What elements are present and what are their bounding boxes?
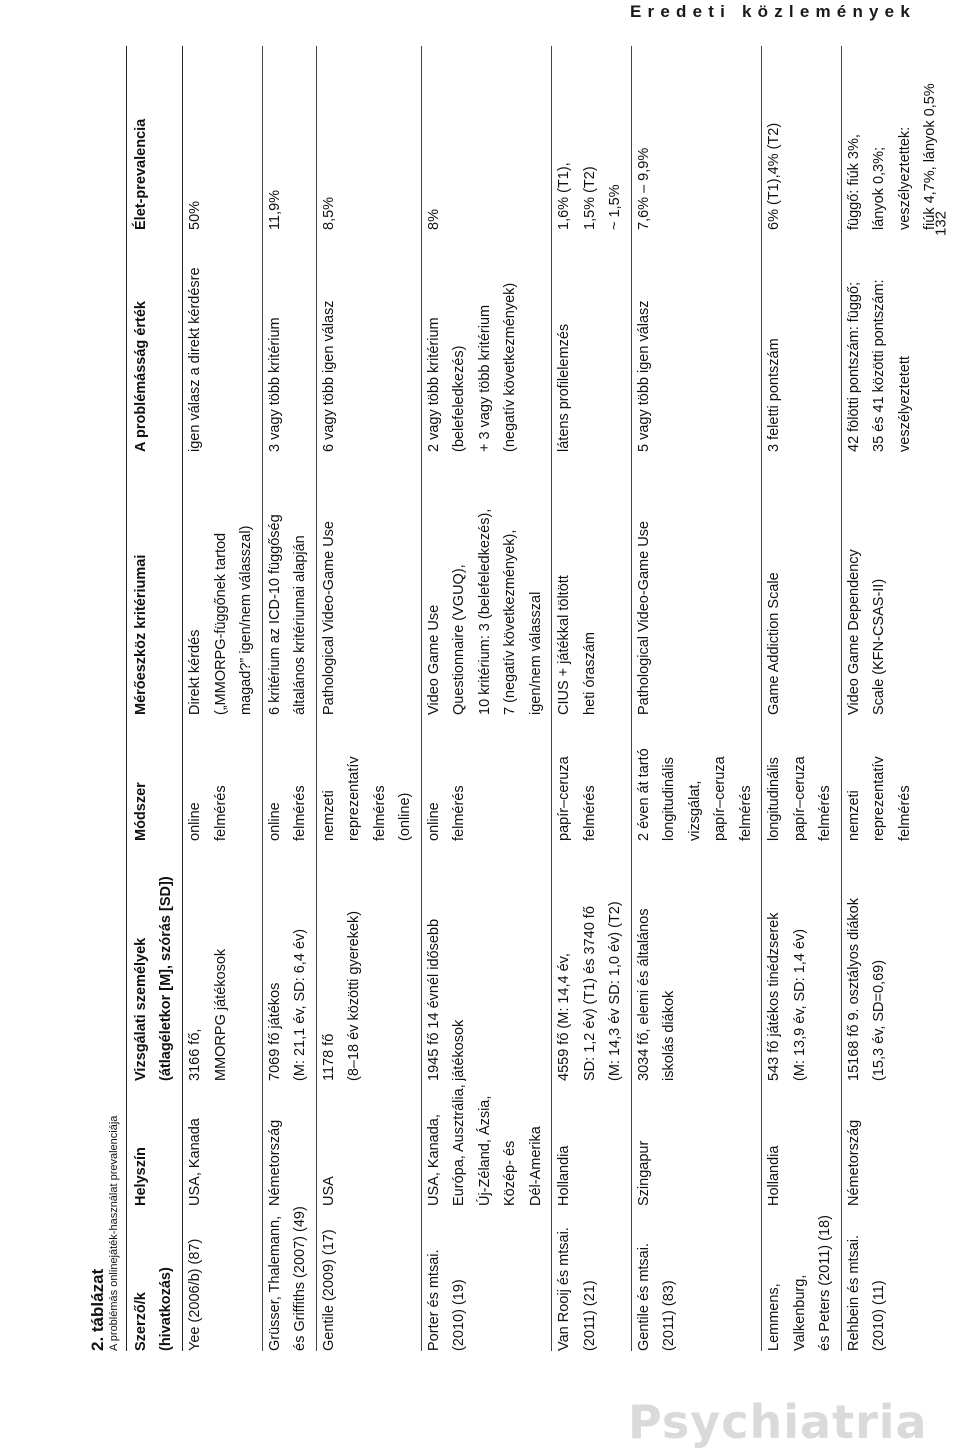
header-prevalence: Élet-prevalencia <box>133 118 149 230</box>
cell-location: Németország <box>845 1119 862 1206</box>
cell-subjects: 15168 fő 9. osztályos diákok (15,3 év, SD=0,69) <box>845 898 887 1081</box>
header-threshold: A problémásság érték <box>133 301 149 452</box>
table-row <box>632 46 763 1351</box>
table-row <box>842 46 946 1351</box>
page-number: 132 <box>932 210 950 237</box>
header-method: Módszer <box>133 782 149 841</box>
cell-method: nemzeti reprezentatív felmérés (online) <box>320 756 413 841</box>
cell-prevalence: 8% <box>425 209 442 230</box>
header-location: Helyszín <box>133 1147 149 1206</box>
cell-method: papír–ceruza felmérés <box>556 756 598 841</box>
cell-author: Grüsser, Thalemann, és Griffiths (2007) (49) <box>266 1206 308 1351</box>
cell-method: 2 éven át tartó longitudinális vizsgálat, papír–ceruza felmérés <box>635 748 754 841</box>
cell-location: Németország <box>266 1119 283 1206</box>
header-subjects: Vizsgálati személyek (átlagéletkor [M], szórás [SD]) <box>133 876 174 1081</box>
cell-instrument: Pathological Video-Game Use <box>320 521 337 715</box>
cell-threshold: 5 vagy több igen válasz <box>635 300 652 452</box>
journal-logo-text: Psychiatria <box>628 1395 928 1449</box>
cell-instrument: Video Game Use Questionnaire (VGUQ), 10 kritérium: 3 (belefeledkezés), 7 (negatív következmények), igen/nem válasszal <box>425 508 544 715</box>
cell-threshold: 42 fölötti pontszám: függő; 35 és 41 közötti pontszám: veszélyeztetett <box>845 279 913 452</box>
cell-prevalence: 7,6% – 9,9% <box>635 147 652 230</box>
cell-author: Rehbein és mtsai. (2010) (11) <box>845 1234 887 1351</box>
cell-location: USA, Kanada, Európa, Ausztrália, Új-Zéland, Ázsia, Közép- és Dél-Amerika <box>425 1084 544 1206</box>
cell-subjects: 7069 fő játékos (M: 21,1 év, SD: 6,4 év) <box>266 928 308 1081</box>
header-author: Szerző/k (hivatkozás) <box>133 1267 174 1351</box>
table-row <box>422 46 553 1351</box>
cell-method: online felmérés <box>425 785 467 841</box>
cell-method: nemzeti reprezentatív felmérés <box>845 756 913 841</box>
table-header-row <box>127 46 183 1351</box>
cell-author: Yee (2006/b) (87) <box>187 1238 203 1351</box>
cell-subjects: 4559 fő (M: 14,4 év, SD: 1,2 év) (T1) és 3740 fő (M: 14,3 év SD: 1,0 év) (T2) <box>556 901 623 1081</box>
cell-instrument: Video Game Dependency Scale (KFN-CSAS-II) <box>845 549 887 715</box>
cell-location: USA, Kanada <box>187 1118 203 1206</box>
cell-instrument: 6 kritérium az ICD-10 függőség általános kritériumai alapján <box>266 514 308 715</box>
table-row <box>552 46 632 1351</box>
cell-location: Hollandia <box>766 1145 782 1206</box>
cell-prevalence: 6% (T1),4% (T2) <box>766 122 782 230</box>
table-caption <box>88 1116 121 1351</box>
cell-threshold: 3 vagy több kritérium <box>266 317 283 452</box>
cell-subjects: 1178 fő (8–18 év közötti gyerekek) <box>320 910 362 1081</box>
cell-instrument: Game Addiction Scale <box>766 572 782 715</box>
section-title: Eredeti közlemények <box>630 2 916 21</box>
cell-threshold: látens profilelemzés <box>556 323 572 452</box>
cell-prevalence: 50% <box>187 200 203 230</box>
table-subtitle: A problémás onlinejáték-használat prevalenciája <box>108 1115 120 1351</box>
table-title: 2. táblázat <box>88 1268 107 1351</box>
cell-method: online felmérés <box>187 785 229 841</box>
cell-threshold: 2 vagy több kritérium (belefeledkezés) + 3 vagy több kritérium (negatív következmények) <box>425 282 518 452</box>
cell-subjects: 1945 fő 14 évnél idősebb játékosok <box>425 918 467 1081</box>
cell-location: USA <box>320 1176 337 1206</box>
cell-subjects: 543 fő játékos tinédzserek (M: 13,9 év, SD: 1,4 év) <box>766 912 808 1081</box>
cell-prevalence: függő: fiúk 3%, lányok 0,3%; veszélyeztettek: fiúk 4,7%, lányok 0,5% <box>845 83 938 230</box>
cell-instrument: Pathological Video-Game Use <box>635 521 652 715</box>
cell-author: Gentile és mtsai. (2011) (83) <box>635 1243 677 1351</box>
cell-prevalence: 11,9% <box>266 189 283 230</box>
cell-method: online felmérés <box>266 785 308 841</box>
cell-prevalence: 1,6% (T1), 1,5% (T2) ~ 1,5% <box>556 162 623 230</box>
cell-prevalence: 8,5% <box>320 196 337 230</box>
cell-author: Van Rooij és mtsai. (2011) (21) <box>556 1227 598 1351</box>
cell-instrument: Direkt kérdés („MMORPG-függőnek tartod magad?” igen/nem válasszal) <box>187 525 254 715</box>
table-row <box>183 46 263 1351</box>
cell-subjects: 3166 fő, MMORPG játékosok <box>187 948 229 1081</box>
prevalence-table <box>126 46 946 1351</box>
table-row <box>317 46 422 1351</box>
header-instrument: Mérőeszköz kritériumai <box>133 554 149 715</box>
cell-author: Gentile (2009) (17) <box>320 1229 337 1351</box>
cell-threshold: 6 vagy több igen válasz <box>320 300 337 452</box>
cell-author: Lemmens, Valkenburg, és Peters (2011) (18) <box>766 1215 833 1351</box>
cell-author: Porter és mtsai. (2010) (19) <box>425 1249 467 1351</box>
table-row <box>762 46 842 1351</box>
cell-threshold: 3 feletti pontszám <box>766 338 782 452</box>
cell-subjects: 3034 fő, elemi és általános iskolás diákok <box>635 908 677 1081</box>
cell-threshold: igen válasz a direkt kérdésre <box>187 267 203 452</box>
cell-location: Szingapur <box>635 1140 652 1206</box>
cell-location: Hollandia <box>556 1145 572 1206</box>
cell-method: longitudinális papír–ceruza felmérés <box>766 756 833 841</box>
table-row <box>263 46 317 1351</box>
cell-instrument: CIUS + játékkal töltött heti óraszám <box>556 575 598 715</box>
